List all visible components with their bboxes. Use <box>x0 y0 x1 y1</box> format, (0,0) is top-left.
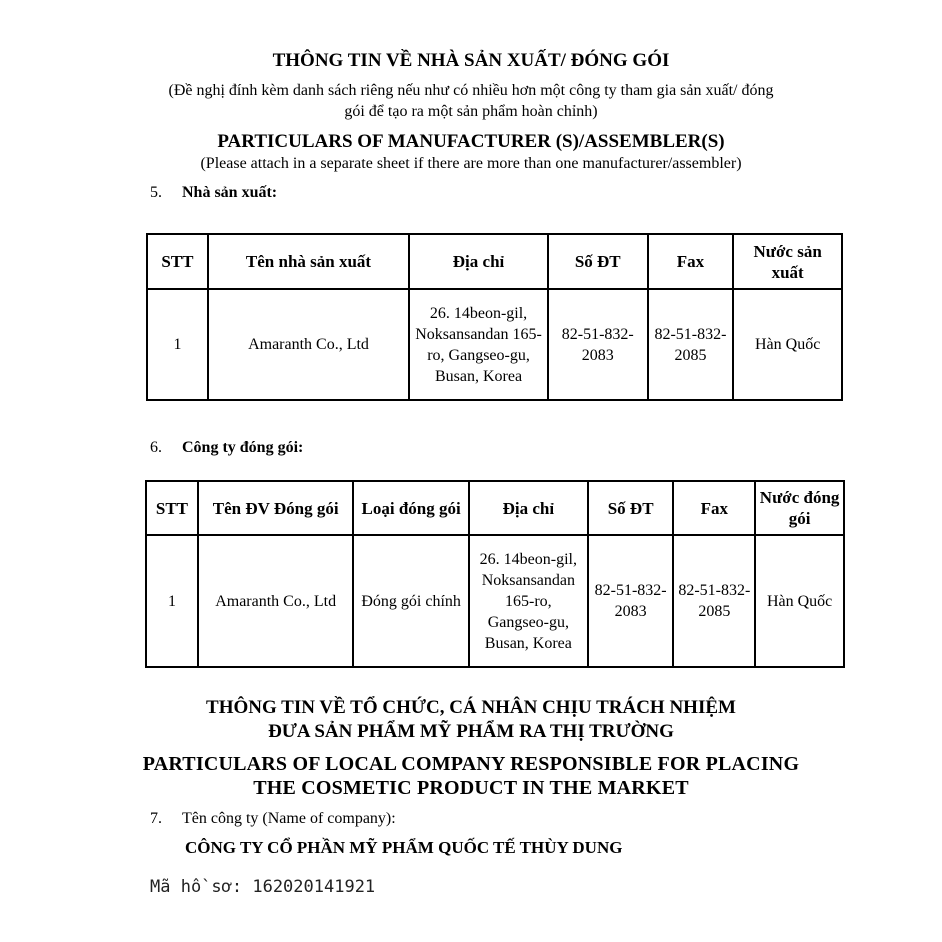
manufacturer-title-en: PARTICULARS OF MANUFACTURER (S)/ASSEMBLER(S) <box>217 131 725 152</box>
section-number: 6. <box>150 439 162 456</box>
local-title-vi-line1: THÔNG TIN VỀ TỔ CHỨC, CÁ NHÂN CHỊU TRÁCH NHIỆM <box>206 697 736 718</box>
header-fax: Fax <box>648 234 734 289</box>
cell-country: Hàn Quốc <box>733 289 842 400</box>
manufacturer-section-label <box>150 184 277 202</box>
section-number: 7. <box>150 810 162 827</box>
local-title-vi-line2: ĐƯA SẢN PHẨM MỸ PHẨM RA THỊ TRƯỜNG <box>268 721 674 742</box>
company-section-label <box>150 810 396 828</box>
cell-fax: 82-51-832-2085 <box>673 535 755 667</box>
cell-country: Hàn Quốc <box>755 535 844 667</box>
header-address: Địa chỉ <box>469 481 588 535</box>
header-stt: STT <box>147 234 208 289</box>
manufacturer-title-vi: THÔNG TIN VỀ NHÀ SẢN XUẤT/ ĐÓNG GÓI <box>272 50 670 71</box>
header-name: Tên nhà sản xuất <box>208 234 409 289</box>
header-phone: Số ĐT <box>548 234 648 289</box>
company-name: CÔNG TY CỔ PHẦN MỸ PHẨM QUỐC TẾ THÙY DUNG <box>185 838 623 857</box>
cell-address: 26. 14beon-gil, Noksansandan 165-ro, Gangseo-gu, Busan, Korea <box>469 535 588 667</box>
packer-table <box>145 480 845 668</box>
cell-name: Amaranth Co., Ltd <box>208 289 409 400</box>
cell-address: 26. 14beon-gil, Noksansandan 165-ro, Gangseo-gu, Busan, Korea <box>409 289 548 400</box>
manufacturer-note-vi-line1: (Đề nghị đính kèm danh sách riêng nếu như có nhiều hơn một công ty tham gia sản xuất/ đóng <box>168 82 774 99</box>
cell-fax: 82-51-832-2085 <box>648 289 734 400</box>
table-header-row <box>146 481 844 535</box>
manufacturer-note-vi-line2: gói để tạo ra một sản phẩm hoàn chỉnh) <box>344 103 598 120</box>
cell-stt: 1 <box>146 535 198 667</box>
section-number: 5. <box>150 184 162 201</box>
section-label-text: Tên công ty (Name of company): <box>182 810 396 827</box>
header-fax: Fax <box>673 481 755 535</box>
cell-name: Amaranth Co., Ltd <box>198 535 353 667</box>
manufacturer-note-en: (Please attach in a separate sheet if there are more than one manufacturer/assembler) <box>200 155 742 172</box>
local-title-en-line2: THE COSMETIC PRODUCT IN THE MARKET <box>253 777 689 799</box>
manufacturer-table <box>146 233 843 401</box>
cell-type: Đóng gói chính <box>353 535 469 667</box>
table-row <box>147 289 842 400</box>
header-phone: Số ĐT <box>588 481 674 535</box>
header-type: Loại đóng gói <box>353 481 469 535</box>
header-name: Tên ĐV Đóng gói <box>198 481 353 535</box>
header-stt: STT <box>146 481 198 535</box>
cell-phone: 82-51-832-2083 <box>548 289 648 400</box>
section-label-text: Nhà sản xuất: <box>182 184 278 201</box>
cell-phone: 82-51-832-2083 <box>588 535 674 667</box>
header-country: Nước sản xuất <box>733 234 842 289</box>
record-code: Mã hồ sơ: 162020141921 <box>150 877 376 897</box>
section-label-text: Công ty đóng gói: <box>182 439 304 456</box>
table-row <box>146 535 844 667</box>
table-header-row <box>147 234 842 289</box>
packer-section-label <box>150 439 303 457</box>
local-title-en-line1: PARTICULARS OF LOCAL COMPANY RESPONSIBLE FOR PLACING <box>142 753 800 775</box>
header-country: Nước đóng gói <box>755 481 844 535</box>
cell-stt: 1 <box>147 289 208 400</box>
header-address: Địa chỉ <box>409 234 548 289</box>
